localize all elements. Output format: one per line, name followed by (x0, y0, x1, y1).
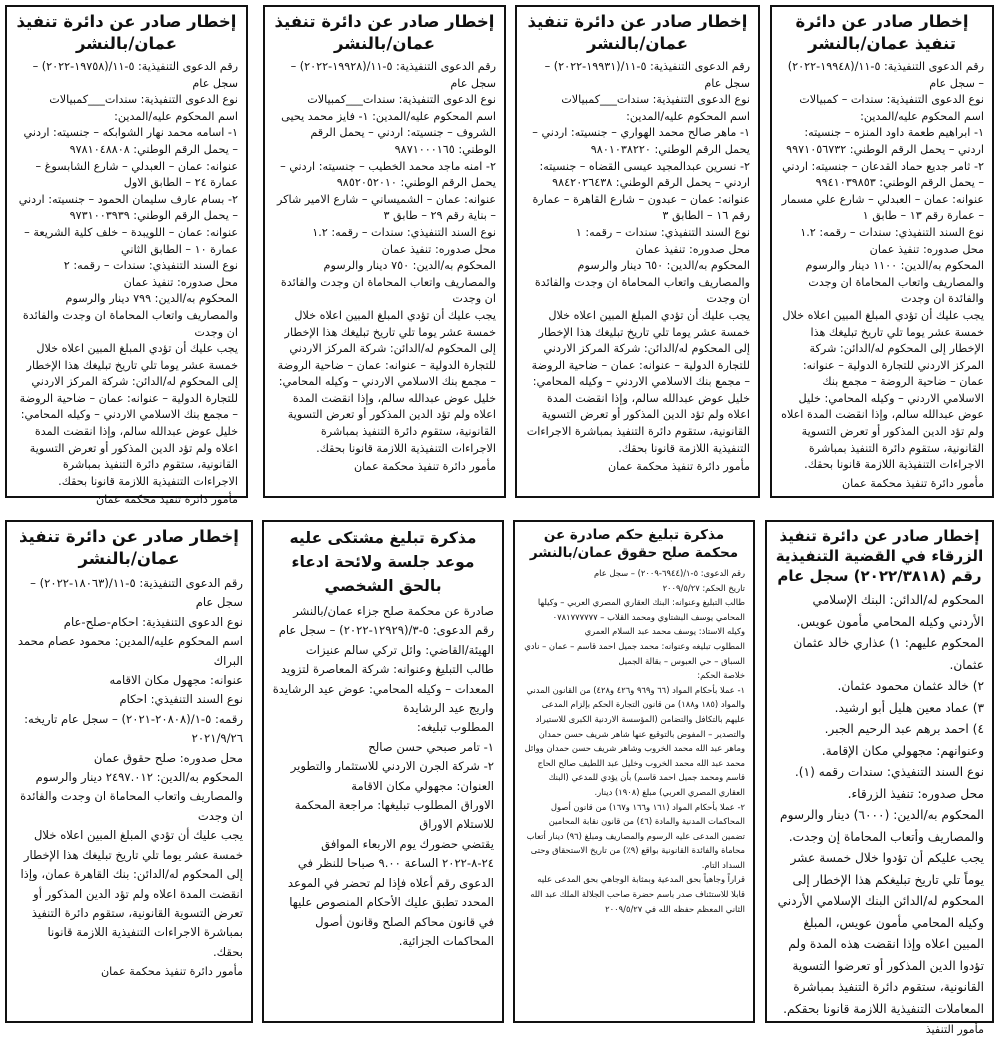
debtor-address: عنوانه: عمان – الشميساني – شارع الامير شاكر – بناية رقم ٢٩ – طابق ٣ (276, 192, 496, 223)
judgment-amount: المحكوم به/الدين: ١١٠٠ دينار والرسوم والمصاريف واتعاب المحاماة ان وجدت والفائدة ان وجدت (805, 259, 984, 306)
notice-body (15, 574, 243, 962)
notified-party-1: ١- تامر صبحي حسن صالح (368, 739, 494, 754)
debtor-2: ٢) خالد عثمان محمود عثمان. (837, 679, 984, 693)
judgment-amount: المحكوم به/الدين: ٢٤٩٧.٠١٢ دينار والرسوم والمصاريف واتعاب المحاماة ان وجدت والفائدة ان وجدت (20, 770, 243, 823)
case-number: رقم الدعوى التنفيذية: ٥-١١/(١٩٩٣١-٢٠٢٢) – سجل عام (544, 60, 750, 90)
case-type: نوع الدعوى التنفيذية: سندات___كمبيالات (561, 93, 750, 107)
payment-demand: يجب عليك أن تؤدي المبلغ المبين اعلاه خلال خمسة عشر يوما تلي تاريخ تبليغك هذا الإخطار إلى المحكوم له/الدائن: شركة المركز الاردني للتجارة الدولية – عنوانه: عمان – ضاحية الروضة – مجمع بنك الاسلامي الاردني – وكيله المحامي: خليل عوض عبدالله سالم، وإذا انقضت المدة اعلاه ولم تؤد الدين المذكور أو تعرض التسوية القانونية، ستقوم دائرة التنفيذ بمباشرة الاجراءات التنفيذية اللازمة قانونا بحقك. (19, 342, 238, 488)
issue-place: محل صدوره: تنفيذ عمان (381, 242, 496, 256)
payment-demand: يجب عليك أن تؤدي المبلغ المبين اعلاه خلال خمسة عشر يوما تلي تاريخ تبليغك هذا الإخطار إلى المحكوم له/الدائن: بنك القاهرة عمان، وإذا انقضت المدة اعلاه ولم تؤد الدين المذكور أو تعرض التسوية القانونية، ستقوم دائرة التنفيذ بمباشرة الاجراءات التنفيذية اللازمة قانونا بحقك. (20, 828, 243, 959)
case-type: نوع الدعوى التنفيذية: سندات___كمبيالات (307, 93, 496, 107)
payment-demand: يجب عليك أن تؤدي المبلغ المبين اعلاه خلال خمسة عشر يوما تلي تاريخ تبليغك هذا الإخطار إلى المحكوم له/الدائن: شركة المركز الاردني للتجارة الدولية – عنوانه: عمان – ضاحية الروضة – مجمع بنك الاسلامي الاردني – وكيله المحامي: خليل عوض عبدالله سالم، وإذا انقضت المدة اعلاه ولم تؤد الدين المذكور أو تعرض التسوية القانونية، ستقوم دائرة التنفيذ بمباشرة الاجراءات التنفيذية اللازمة قانونا بحقك. (781, 308, 984, 472)
instrument-type: نوع السند التنفيذي: سندات رقمه (١). (794, 765, 984, 779)
notice-title: إخطار صادر عن دائرة تنفيذ عمان/بالنشر (19, 527, 239, 568)
issue-place: محل صدوره: تنفيذ عمان (869, 242, 984, 256)
requester: طالب التبليغ وعنوانه: البنك العقاري المصري العربي – وكيلها المحامي يوسف البشتاوي ومحمد القلاب – ٠٧٨١٧٧٧٧٧٧ (537, 597, 745, 622)
instrument-type: نوع السند التنفيذي: سندات – رقمه: ١ (575, 225, 750, 239)
notice-title: مذكرة تبليغ حكم صادرة عن محكمة صلح حقوق عمان/بالنشر (529, 527, 739, 561)
notice-title: إخطار صادر عن دائرة تنفيذ عمان/بالنشر (274, 12, 495, 53)
debtor-address: عنوانه: عمان – عبدون – شارع القاهرة – عمارة رقم ١٦ – الطابق ٣ (532, 192, 750, 223)
debtor: اسم المحكوم عليه/المدين: محمود عصام محمد البراك (17, 634, 243, 668)
case-number: رقم الدعوى التنفيذية: ٥-١١/(١٩٩٤٨-٢٠٢٢) – سجل عام (787, 60, 984, 90)
payment-demand: يجب عليك أن تؤدي المبلغ المبين اعلاه خلال خمسة عشر يوما تلي تاريخ تبليغك هذا الإخطار إلى المحكوم له/الدائن: شركة المركز الاردني للتجارة الدولية – عنوانه: عمان – ضاحية الروضة – مجمع بنك الاسلامي الاردني – وكيله المحامي: خليل عوض عبدالله سالم، وإذا انقضت المدة اعلاه ولم تؤد الدين المذكور أو تعرض التسوية القانونية، ستقوم دائرة التنفيذ بمباشرة الاجراءات التنفيذية اللازمة قانونا بحقك. (526, 308, 750, 455)
notice-body (525, 59, 750, 457)
notice-3 (263, 5, 506, 498)
debtor-1: المحكوم عليهم: ١) عذاري خالد عثمان عثمان. (793, 636, 984, 672)
instrument-type: نوع السند التنفيذي: سندات – رقمه: ٢ (63, 259, 238, 273)
issue-place: محل صدوره: تنفيذ الزرقاء. (847, 786, 984, 801)
issuing-court: صادرة عن محكمة صلح جزاء عمان/بالنشر (293, 604, 494, 618)
notice-signature: مأمور دائرة تنفيذ محكمة عمان (841, 476, 984, 490)
attorney: وكيله الاستاذ: يوسف محمد عبد السلام العمري (584, 626, 745, 637)
notice-signature: مأمور دائرة تنفيذ محكمة عمان (607, 460, 750, 474)
issue-place: محل صدوره: صلح حقوق عمان (93, 750, 243, 765)
debtor-address: عنوانه: مجهول مكان الاقامه (109, 673, 243, 688)
documents: الاوراق المطلوب تبليغها: مراجعة المحكمة للاستلام الاوراق (294, 798, 494, 832)
notice-body (273, 59, 496, 457)
debtor-1: اسم المحكوم عليه/المدين: ١- فايز محمد يحيى الشروف – جنسيته: اردني – يحمل الرقم الوطني: ٩٨٧١٠٠٠١٦٥ (281, 109, 496, 156)
instrument-type: نوع السند التنفيذي: احكام (119, 692, 243, 707)
debtor-1-address: عنوانه: عمان – العبدلي – شارع الشابسوغ – عمارة ٢٤ – الطابق الاول (35, 159, 238, 190)
debtor-heading: اسم المحكوم عليه/المدين: (626, 109, 750, 123)
notice-body (15, 59, 238, 490)
issue-place: محل صدوره: تنفيذ عمان (635, 242, 750, 256)
case-number: رقم الدعوى التنفيذية: ٥-١١/(١٩٩٢٨-٢٠٢٢) – سجل عام (290, 60, 496, 90)
payment-demand: يجب عليكم أن تؤدوا خلال خمسة عشر يوماً تلي تاريخ تبليغكم هذا الإخطار إلى المحكوم له/الدائن البنك الإسلامي الأردني وكيله المحامي مأمون عويس، المبلغ المبين اعلاه وإذا انقضت هذه المدة ولم تؤدوا الدين المذكور أو تعرضوا التسوية القانونية، ستقوم دائرة التنفيذ بمباشرة المعاملات التنفيذية اللازمة قانونا بحقكم. (777, 851, 984, 1016)
notified-heading: المطلوب تبليغه: (416, 720, 494, 735)
judgment-date: تاريخ الحكم: ٢٠٠٩/٥/٢٧ (662, 582, 745, 593)
debtor-2: ٢- بسام عارف سليمان الحمود – جنسيته: اردني – يحمل الرقم الوطني: ٩٧٣١٠٠٣٩٣٩ (18, 192, 238, 223)
notice-title: إخطار صادر عن دائرة تنفيذ عمان/بالنشر (527, 12, 748, 53)
debtor-heading: اسم المحكوم عليه/المدين: (860, 109, 984, 123)
issue-place: محل صدوره: تنفيذ عمان (123, 275, 238, 289)
judgment-amount: المحكوم به/الدين: ٦٥٠ دينار والرسوم والمصاريف واتعاب المحاماة ان وجدت والفائدة ان وجدت (534, 259, 750, 306)
notice-title: إخطار صادر عن دائرة تنفيذ عمان/بالنشر (795, 12, 969, 53)
notice-body (272, 602, 494, 951)
judgment-amount: المحكوم به/الدين: ٧٩٩ دينار والرسوم والمصاريف واتعاب المحاماة ان وجدت والفائدة ان وجدت (22, 292, 238, 339)
debtor-address: عنوانه: عمان – العبدلي – شارع علي مسمار – عمارة رقم ١٣ – طابق ١ (781, 192, 984, 223)
notified-party: المطلوب تبليغه وعنوانه: محمد جميل احمد قاسم – عمان – نادي السباق – حي العبوس – بقالة الجميل (524, 640, 745, 666)
notice-signature: مأمور دائرة تنفيذ محكمة عمان (353, 460, 496, 474)
debtor-1: ١- ابراهيم طعمة داود المنزه – جنسيته: اردني – يحمل الرقم الوطني: ٩٩٧١٠٥٦٧٣٢ (786, 126, 984, 156)
case-type: نوع الدعوى التنفيذية: سندات___كمبيالات (49, 93, 238, 107)
judgment-amount: المحكوم به/الدين: ٧٥٠ دينار والرسوم والمصاريف واتعاب المحاماة ان وجدت والفائدة ان وجدت (280, 259, 496, 306)
notice-4 (5, 5, 248, 507)
debtor-2: ٢- نسرين عبدالمجيد عيسى القضاه – جنسيته: اردني – يحمل الرقم الوطني: ٩٨٤٢٠٢٦٤٣٨ (539, 159, 750, 190)
notice-2 (515, 5, 760, 498)
judgment-summary-heading: خلاصة الحكم: (697, 670, 745, 681)
judgment-clause-1: ١- عملا بأحكام المواد (٦٦ و٩٦٩ و٤٢٦ و٤٢٨) من القانون المدني والمواد (١٨٥ و١٨٨) من قانون التجارة الحكم بإلزام المدعى عليهم بالتكافل والتضامن (المؤسسة الاردنية الكبرى للاستيراد والتصدير – المفوض بالتوقيع عنها شاهر شريف حسن حمدان وماهر عبد الله محمد الخروب وشاهر شريف حسن حمدان ووائل محمد عبد الله محمد الخروب وخليل عبد اللطيف صالح الحاج قاسم ومحمد جميل احمد قاسم) بأن يؤدي للمدعي (البنك العقاري المصري العربي) مبلغ (١٩٠٨) دينار. (524, 684, 745, 797)
case-number: رقم الدعوى التنفيذية: ٥-١١/(١٨٠٦٣-٢٠٢٢) – سجل عام (30, 576, 243, 610)
instrument-number: رقمه: ٥-١/(٢٠٨٠٨-٢٠٢١) – سجل عام تاريخه: ٢٠٢١/٩/٢٦ (24, 711, 243, 746)
requester: طالب التبليغ وعنوانه: شركة المعاصرة لتزويد المعدات – وكيله المحامي: عوض عيد الرشايدة واريج عيد الرشايدة (272, 662, 494, 716)
notice-5 (765, 520, 994, 1036)
creditor: المحكوم له/الدائن: البنك الإسلامي الأردني وكيله المحامي مأمون عويس. (796, 593, 984, 629)
judgment-clause-2: ٢- عملا بأحكام المواد (١٦١ و١٦٦ و١٦٧) من قانون أصول المحاكمات المدنية والمادة (٤٦) من قانون نقابة المحامين تضمين المدعى عليه الرسوم والمصاريف ومبلغ (٩٦) دينار أتعاب محاماة والفائدة القانونية بواقع (٩٪) من تاريخ الاستحقاق وحتى السداد التام. (526, 801, 745, 870)
notice-body (775, 590, 984, 1020)
notice-title: مذكرة تبليغ مشتكى عليه موعد جلسة ولائحة ادعاء بالحق الشخصي (289, 529, 477, 595)
case-type: نوع الدعوى التنفيذية: سندات – كمبيالات (799, 93, 984, 107)
judgment-amount: المحكوم به/الدين: (٦٠٠٠) دينار والرسوم والمصاريف وأتعاب المحاماة إن وجدت. (780, 808, 984, 844)
judge: الهيئة/القاضي: وائل تركي سالم عنيزات (305, 642, 494, 657)
notice-body (780, 59, 984, 474)
instrument-type: نوع السند التنفيذي: سندات – رقمه: ١.٢ (312, 225, 496, 239)
notice-6 (513, 520, 755, 1023)
payment-demand: يجب عليك أن تؤدي المبلغ المبين اعلاه خلال خمسة عشر يوما تلي تاريخ تبليغك هذا الإخطار إلى المحكوم له/الدائن: شركة المركز الاردني للتجارة الدولية – عنوانه: عمان – ضاحية الروضة – مجمع بنك الاسلامي الاردني – وكيله المحامي: خليل عوض عبدالله سالم، وإذا انقضت المدة اعلاه ولم تؤد الدين المذكور أو تعرض التسوية القانونية، ستقوم دائرة التنفيذ بمباشرة الاجراءات التنفيذية اللازمة قانونا بحقك. (277, 308, 496, 455)
notice-title: إخطار صادر عن دائرة تنفيذ عمان/بالنشر (16, 12, 237, 53)
case-number: رقم الدعوى التنفيذية: ٥-١١/(١٩٧٥٨-٢٠٢٢) – سجل عام (32, 60, 238, 90)
debtor-heading: اسم المحكوم عليه/المدين: (114, 109, 238, 123)
instrument-type: نوع السند التنفيذي: سندات – رقمه: ١.٢ (800, 225, 984, 239)
case-number: رقم الدعوى: ٥-١/(٦٩٤٤-٢٠٠٩) – سجل عام (593, 568, 745, 578)
debtor-3: ٣) عماد معين هليل أبو ارشيد. (834, 700, 984, 715)
debtor-1: ١- ماهر صالح محمد الهواري – جنسيته: اردني – يحمل الرقم الوطني: ٩٨٠١٠٣٨٢٢٠ (532, 126, 750, 156)
debtor-1: ١- اسامه محمد نهار الشوابكه – جنسيته: اردني – يحمل الرقم الوطني: ٩٧٨١٠٤٨٨٠٨ (23, 126, 238, 156)
notice-signature: مأمور دائرة تنفيذ محكمة عمان (95, 493, 238, 507)
notice-signature: مأمور التنفيذ (925, 1023, 984, 1036)
notice-8 (5, 520, 253, 1023)
case-number: رقم الدعوى: ٥-٣/(١٢٩٢٩-٢٠٢٢) – سجل عام (278, 623, 494, 638)
hearing-summons: يقتضي حضورك يوم الاربعاء الموافق ٢٤-٨-٢٠٢٢ الساعة ٩.٠٠ صباحا للنظر في الدعوى رقم أعلاه فإذا لم تحضر في الموعد المحدد تطبق عليك الأحكام المنصوص عليها في قانون محاكم الصلح وقانون أصول المحاكمات الجزائية. (287, 836, 494, 948)
notice-body (523, 566, 745, 916)
debtor-2-address: عنوانه: عمان – اللويبدة – خلف كلية الشريعة – عمارة ١٠ – الطابق الثاني (24, 225, 238, 256)
notice-7 (262, 520, 504, 1023)
judgment-decision: قراراً وجاهياً بحق المدعية وبمثابة الوجاهي بحق المدعى عليه قابلا للاستئناف صدر باسم حضرة صاحب الجلالة الملك عبد الله الثاني المعظم حفظه الله في ٢٠٠٩/٥/٢٧ (530, 874, 745, 914)
debtor-address: وعنوانهم: مجهولي مكان الإقامة. (821, 743, 984, 758)
debtor-2: ٢- ثامر جديع حماد القدعان – جنسيته: اردني – يحمل الرقم الوطني: ٩٩٤١٠٣٩٨٥٣ (782, 159, 984, 190)
notice-1 (770, 5, 994, 498)
notice-title: إخطار صادر عن دائرة تنفيذ الزرقاء في القضية التنفيذية رقم (٢٠٢٢/٣٨١٨) سجل عام (775, 527, 984, 585)
case-type: نوع الدعوى التنفيذية: احكام-صلح-عام (63, 614, 243, 629)
debtor-2: ٢- امنه ماجد محمد الخطيب – جنسيته: اردني – يحمل الرقم الوطني: ٩٨٥٢٠٥٢٠١٠ (280, 159, 496, 190)
debtor-4: ٤) احمد برهم عبد الرحيم الجبر. (824, 722, 984, 736)
notice-signature: مأمور دائرة تنفيذ محكمة عمان (100, 965, 243, 979)
address: العنوان: مجهولي مكان الاقامة (351, 778, 494, 793)
notified-party-2: ٢- شركة الجرن الاردني للاستثمار والتطوير (290, 759, 494, 774)
